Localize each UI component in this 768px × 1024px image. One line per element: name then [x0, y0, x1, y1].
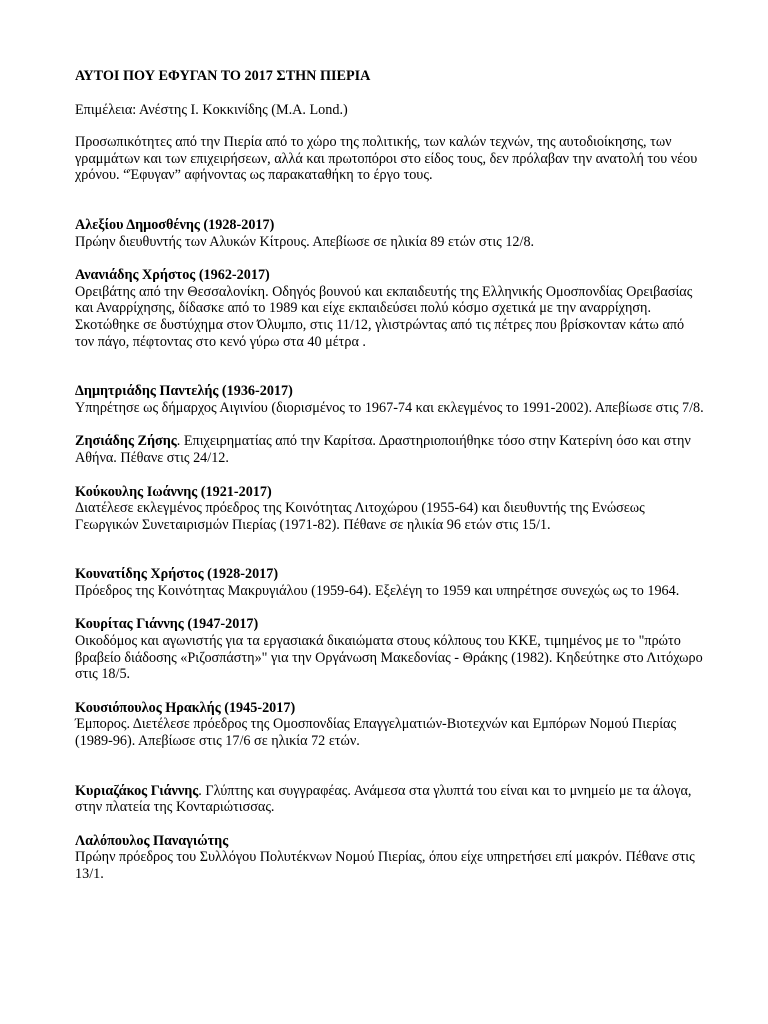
- entry-text: Οικοδόμος και αγωνιστής για τα εργασιακά δικαιώματα στους κόλπους του ΚΚΕ, τιμημένος με το "πρώτο βραβείο διάδοσης «Ριζοσπάστη»" για την Οργάνωση Μακεδονίας - Θράκης (1982). Κηδεύτηκε στο Λιτόχωρο στις 18/5.: [75, 633, 703, 683]
- obituary-entry-zisiadis: [75, 433, 705, 466]
- obituary-entry-koukoulis: [75, 484, 705, 534]
- obituary-entry-kouritas: [75, 616, 705, 682]
- entry-text: Πρώην πρόεδρος του Συλλόγου Πολυτέκνων Νομού Πιερίας, όπου είχε υπηρετήσει επί μακρόν. Πέθανε στις 13/1.: [75, 849, 695, 882]
- obituary-entry-kounatidis: [75, 566, 705, 599]
- obituary-entry-alexiou: [75, 217, 705, 250]
- obituary-entry-kousiopoulos: [75, 700, 705, 750]
- entry-text: Διατέλεσε εκλεγμένος πρόεδρος της Κοινότητας Λιτοχώρου (1955-64) και διευθυντής της Ενώσεως Γεωργικών Συνεταιρισμών Πιερίας (1971-82). Πέθανε σε ηλικία 96 ετών στις 15/1.: [75, 500, 645, 533]
- entry-name: Κυριαζάκος Γιάννης: [75, 782, 199, 799]
- document-page: [75, 68, 705, 883]
- entry-name: Ζησιάδης Ζήσης: [75, 433, 177, 450]
- entry-name: Ανανιάδης Χρήστος (1962-2017): [75, 267, 270, 284]
- entry-name: Κουσιόπουλος Ηρακλής (1945-2017): [75, 699, 296, 716]
- entry-text: Ορειβάτης από την Θεσσαλονίκη. Οδηγός βουνού και εκπαιδευτής της Ελληνικής Ομοσπονδίας Ορειβασίας και Αναρρίχησης, δίδασκε από το 1989 και είχε εκπαιδεύσει πολύ κόσμο σχετικά με την αναρρίχηση. Σκοτώθηκε σε δυστύχημα στον Όλυμπο, στις 11/12, γλιστρώντας από τις πέτρες που βρίσκονταν κάτω από τον πάγο, πέφτοντας στο κενό γύρω στα 40 μέτρα .: [75, 283, 693, 350]
- entry-name: Κουνατίδης Χρήστος (1928-2017): [75, 566, 279, 583]
- entry-name: Λαλόπουλος Παναγιώτης: [75, 832, 229, 849]
- entry-name: Δημητριάδης Παντελής (1936-2017): [75, 383, 293, 400]
- entry-text: Πρώην διευθυντής των Αλυκών Κίτρους. Απεβίωσε σε ηλικία 89 ετών στις 12/8.: [75, 233, 535, 250]
- obituary-entry-lalopoulos: [75, 833, 705, 883]
- entry-text: Υπηρέτησε ως δήμαρχος Αιγινίου (διορισμένος το 1967-74 και εκλεγμένος το 1991-2002). Απεβίωσε στις 7/8.: [75, 399, 704, 416]
- entry-text: . Γλύπτης και συγγραφέας. Ανάμεσα στα γλυπτά του είναι και το μνημείο με τα άλογα, στην πλατεία της Κονταριώτισσας.: [75, 782, 692, 816]
- entry-name: Αλεξίου Δημοσθένης (1928-2017): [75, 216, 275, 233]
- intro-paragraph: Προσωπικότητες από την Πιερία από το χώρο της πολιτικής, των καλών τεχνών, της αυτοδιοίκησης, των γραμμάτων και των επιχειρήσεων, αλλά και πρωτοπόροι στο είδος τους, δεν πρόλαβαν την ανατολή του νέου χρόνου. “Έφυγαν” αφήνοντας ως παρακαταθήκη το έργο τους.: [75, 134, 698, 184]
- editor-credit: Επιμέλεια: Ανέστης Ι. Κοκκινίδης (M.A. Lond.): [75, 101, 348, 118]
- obituary-entry-dimitriadis: [75, 383, 705, 416]
- entry-text: . Επιχειρηματίας από την Καρίτσα. Δραστηριοποιήθηκε τόσο στην Κατερίνη όσο και στην Αθήνα. Πέθανε στις 24/12.: [75, 433, 691, 466]
- entry-text: Πρόεδρος της Κοινότητας Μακρυγιάλου (1959-64). Εξελέγη το 1959 και υπηρέτησε συνεχώς ως το 1964.: [75, 582, 680, 599]
- entry-name: Κούκουλης Ιωάννης (1921-2017): [75, 483, 272, 500]
- entry-text: Έμπορος. Διετέλεσε πρόεδρος της Ομοσπονδίας Επαγγελματιών-Βιοτεχνών και Εμπόρων Νομού Πιερίας (1989-96). Απεβίωσε στις 17/6 σε ηλικία 72 ετών.: [75, 716, 677, 750]
- obituary-entry-ananiadis: [75, 267, 705, 350]
- obituary-entry-kyriazakos: [75, 783, 705, 816]
- entry-name: Κουρίτας Γιάννης (1947-2017): [75, 616, 259, 633]
- document-title: ΑΥΤΟΙ ΠΟΥ ΕΦΥΓΑΝ ΤΟ 2017 ΣΤΗΝ ΠΙΕΡΙΑ: [75, 68, 371, 84]
